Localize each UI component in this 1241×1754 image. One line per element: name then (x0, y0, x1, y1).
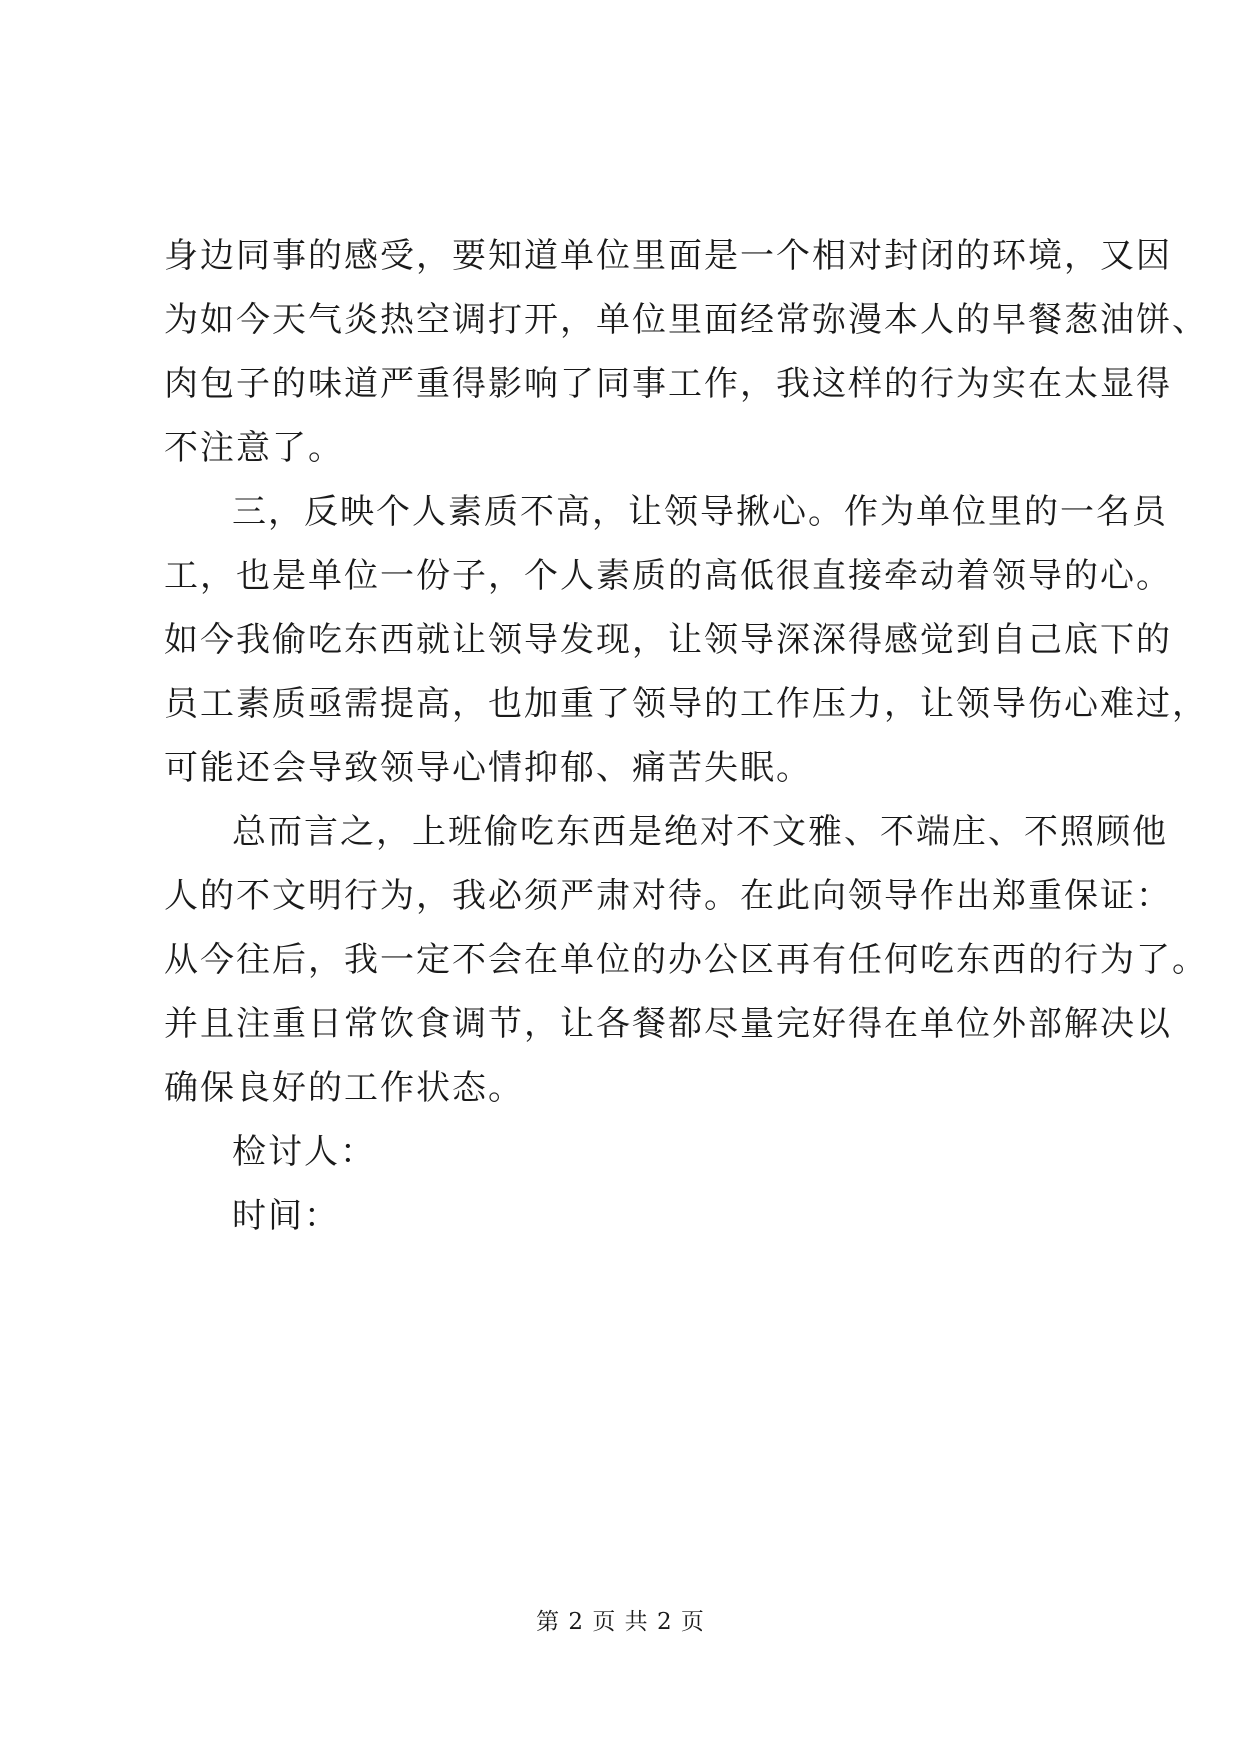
text-line: 并且注重日常饮食调节，让各餐都尽量完好得在单位外部解决以 (164, 1004, 1172, 1044)
text-line: 不注意了。 (164, 428, 344, 468)
text-line: 肉包子的味道严重得影响了同事工作，我这样的行为实在太显得 (164, 364, 1172, 404)
text-line: 确保良好的工作状态。 (164, 1068, 524, 1108)
text-line: 为如今天气炎热空调打开，单位里面经常弥漫本人的早餐葱油饼、 (164, 300, 1208, 340)
text-line: 可能还会导致领导心情抑郁、痛苦失眠。 (164, 748, 812, 788)
date-label: 时间： (232, 1196, 340, 1236)
page-number-footer: 第 2 页 共 2 页 (536, 1609, 705, 1635)
text-line: 如今我偷吃东西就让领导发现，让领导深深得感觉到自己底下的 (164, 620, 1172, 660)
text-line: 员工素质亟需提高，也加重了领导的工作压力，让领导伤心难过， (164, 684, 1208, 724)
text-line: 从今往后，我一定不会在单位的办公区再有任何吃东西的行为了。 (164, 940, 1208, 980)
text-line: 人的不文明行为，我必须严肃对待。在此向领导作出郑重保证： (164, 876, 1172, 916)
text-line: 工，也是单位一份子，个人素质的高低很直接牵动着领导的心。 (164, 556, 1172, 596)
paragraph-start-line: 三，反映个人素质不高，让领导揪心。作为单位里的一名员 (232, 492, 1168, 532)
signature-label: 检讨人： (232, 1132, 376, 1172)
text-line: 身边同事的感受，要知道单位里面是一个相对封闭的环境，又因 (164, 236, 1172, 276)
paragraph-start-line: 总而言之，上班偷吃东西是绝对不文雅、不端庄、不照顾他 (232, 812, 1168, 852)
